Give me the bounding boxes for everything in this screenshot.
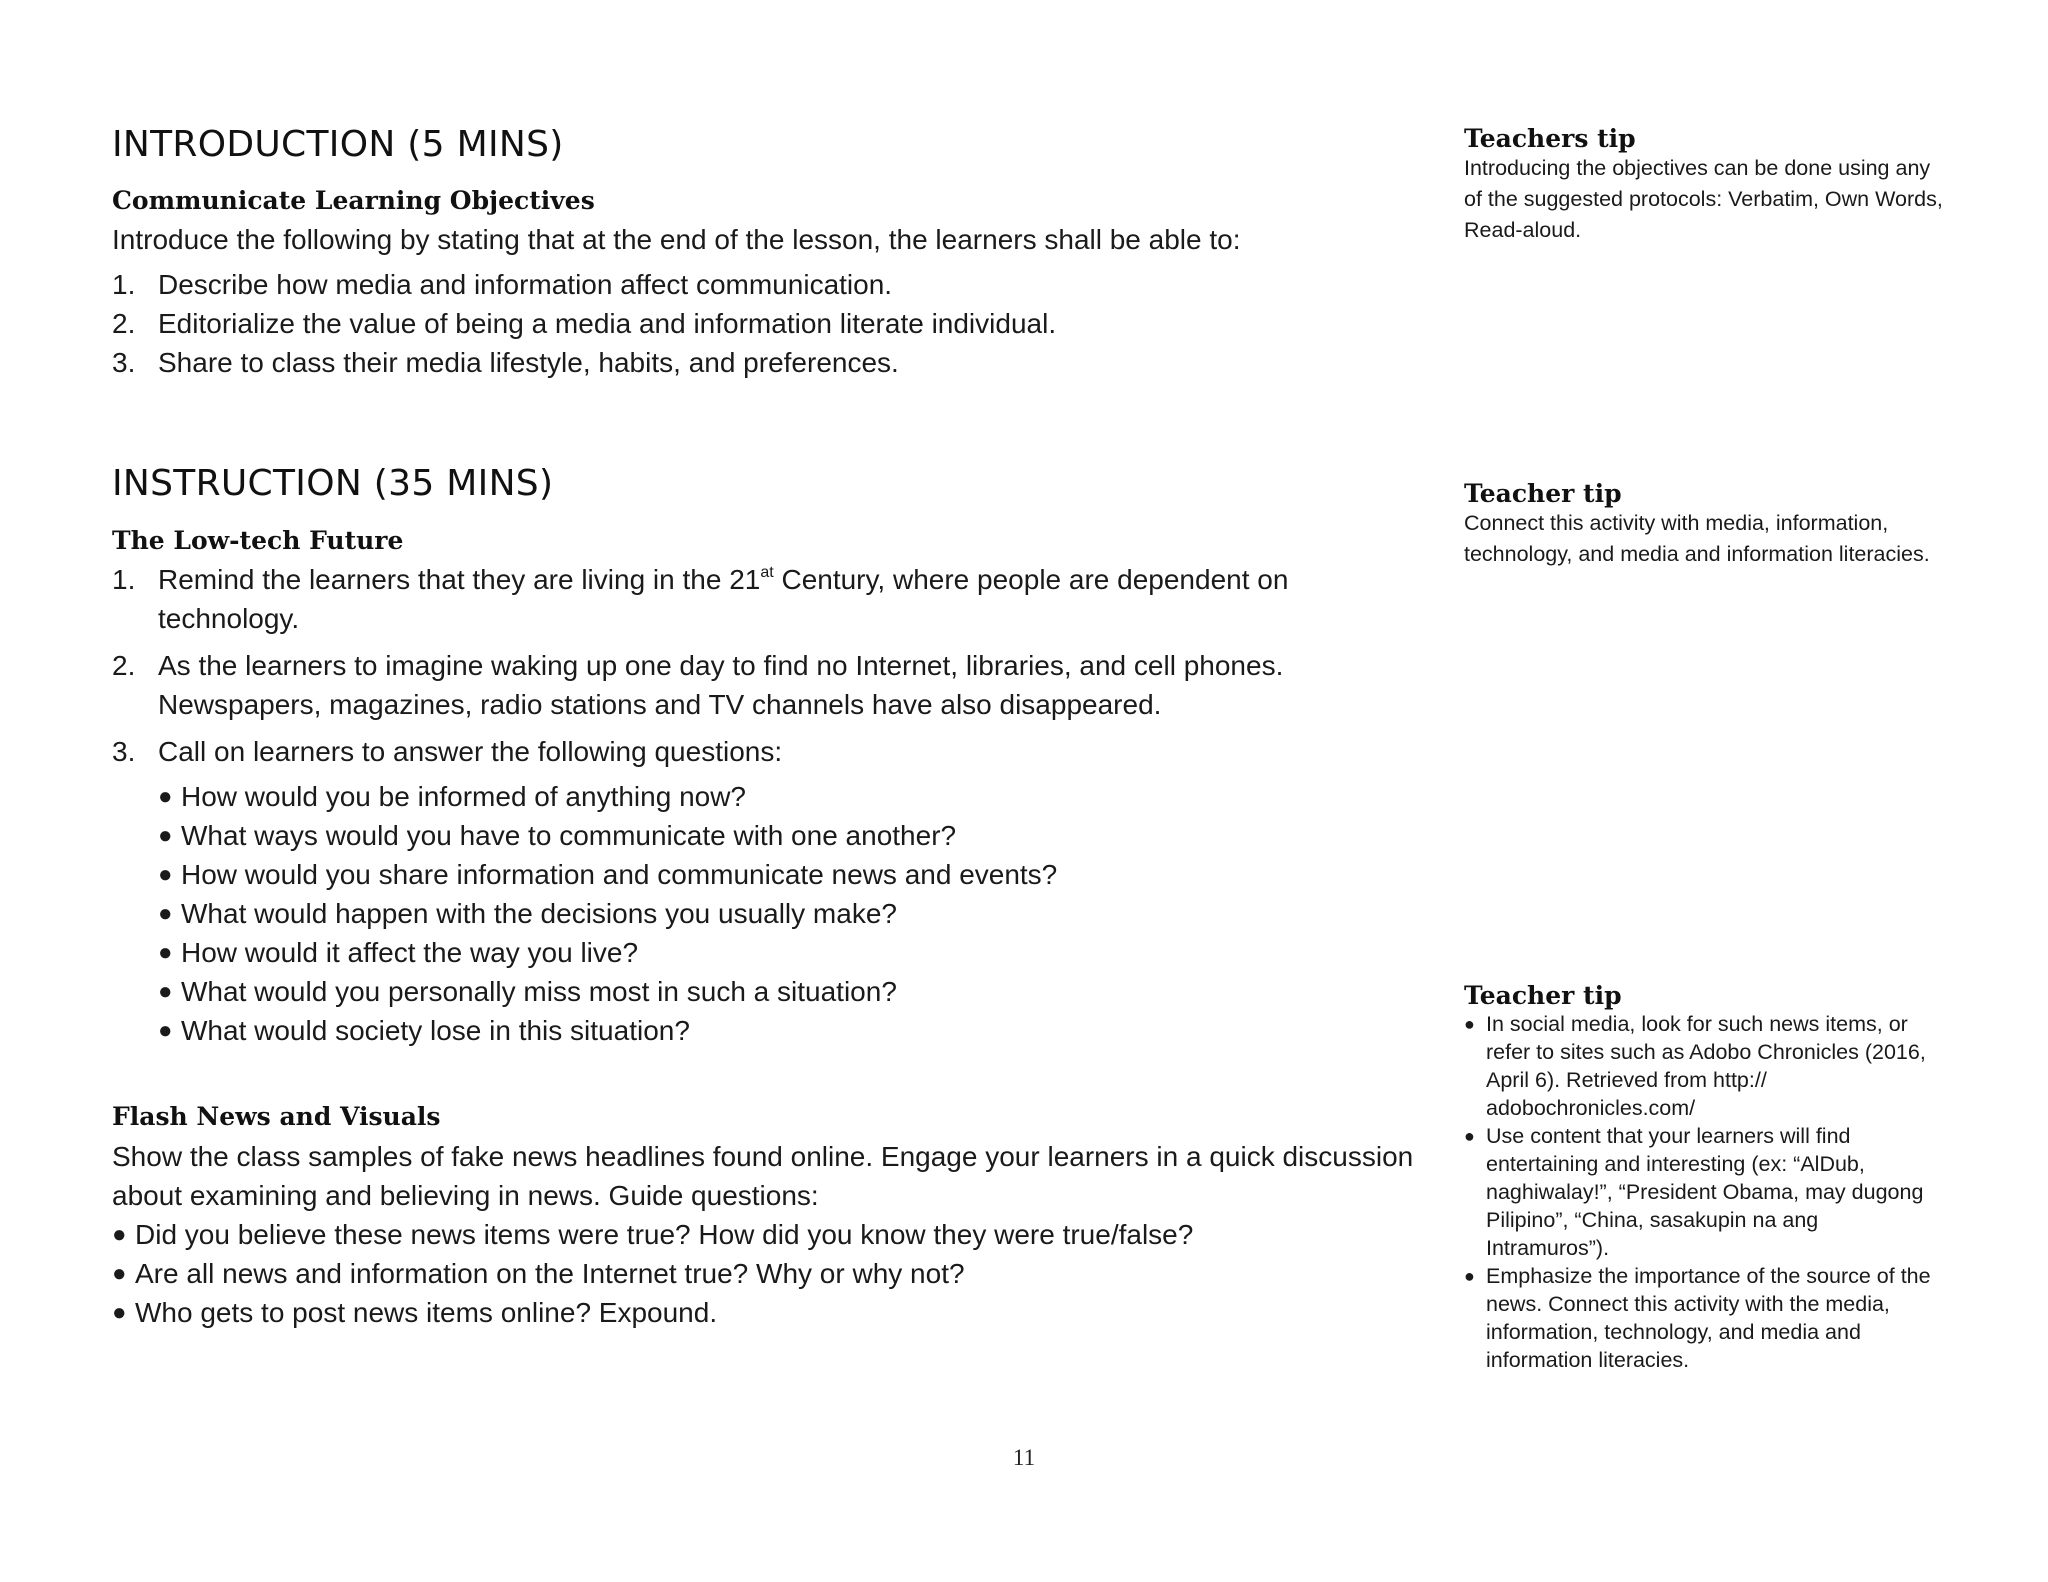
bullet-icon: ●: [158, 978, 173, 1005]
list-item: ● Are all news and information on the Internet true? Why or why not?: [112, 1254, 1432, 1293]
bullet-icon: ●: [112, 1299, 127, 1326]
objective-item: 1. Describe how media and information affect communication.: [112, 269, 893, 300]
bullet-icon: ●: [112, 1260, 127, 1287]
tip-title: Teachers tip: [1464, 124, 1636, 153]
introduction-title: INTRODUCTION (5 MINS): [112, 124, 564, 165]
page-number: 11: [1012, 1445, 1036, 1470]
bullet-icon: ●: [158, 900, 173, 927]
tip-title: Teacher tip: [1464, 479, 1622, 508]
objectives-list: [112, 265, 1412, 382]
bullet-icon: ●: [1464, 1266, 1475, 1286]
flash-news-subhead: Flash News and Visuals: [112, 1102, 441, 1131]
list-item: ● Who gets to post news items online? Expound.: [112, 1293, 1432, 1332]
tip-text: Introducing the objectives can be done using any of the suggested protocols: Verbatim, Own Words, Read-aloud.: [1464, 156, 1943, 242]
flash-news-questions-list: [112, 1215, 1432, 1332]
flash-news-lead-text: Show the class samples of fake news headlines found online. Engage your learners in a quick discussion about examining and believing in news. Guide questions:: [112, 1141, 1414, 1211]
learning-objectives-subhead: Communicate Learning Objectives: [112, 186, 595, 215]
bullet-icon: ●: [158, 939, 173, 966]
instruction-title: INSTRUCTION (35 MINS): [112, 463, 554, 504]
bullet-icon: ●: [1464, 1014, 1475, 1034]
objective-item: 2. Editorialize the value of being a media and information literate individual.: [112, 308, 1057, 339]
low-tech-questions-list: [158, 777, 1358, 1050]
low-tech-future-subhead: The Low-tech Future: [112, 526, 404, 555]
list-item: ● What would society lose in this situation?: [158, 1011, 1358, 1050]
list-item: ● In social media, look for such news items, or refer to sites such as Adobo Chronicles (2016, April 6). Retrieved from http:// adobochronicles.com/: [1464, 1012, 1926, 1120]
list-item: ● How would you be informed of anything now?: [158, 777, 1358, 816]
list-item: ● How would you share information and communicate news and events?: [158, 855, 1358, 894]
instruction-step: 2. As the learners to imagine waking up one day to find no Internet, libraries, and cell phones. Newspapers, magazines, radio stations and TV channels have also disappeared.: [112, 650, 1284, 720]
bullet-icon: ●: [158, 1017, 173, 1044]
objective-item: 3. Share to class their media lifestyle, habits, and preferences.: [112, 347, 899, 378]
list-item: ● Emphasize the importance of the source of the news. Connect this activity with the media, information, technology, and media and information literacies.: [1464, 1264, 1931, 1372]
teacher-tip-box: [1464, 981, 1944, 1374]
tip-title: Teacher tip: [1464, 981, 1622, 1010]
list-item: ● How would it affect the way you live?: [158, 933, 1358, 972]
tip-bullet-list: [1464, 1010, 1944, 1374]
list-item: ● What would happen with the decisions you usually make?: [158, 894, 1358, 933]
instruction-step: 3. Call on learners to answer the following questions:: [112, 736, 783, 767]
list-item: ● What would you personally miss most in such a situation?: [158, 972, 1358, 1011]
bullet-icon: ●: [158, 783, 173, 810]
tip-text: Connect this activity with media, information, technology, and media and information literacies.: [1464, 511, 1930, 566]
list-item: ● What ways would you have to communicate with one another?: [158, 816, 1358, 855]
teacher-tip-box: [1464, 124, 1944, 246]
instruction-step: 1. Remind the learners that they are living in the $21^{at}$ Century, where people are dependent on technology.: [112, 563, 1289, 634]
instruction-steps-list: [112, 560, 1352, 771]
bullet-icon: ●: [158, 822, 173, 849]
bullet-icon: ●: [112, 1221, 127, 1248]
teacher-tip-box: [1464, 479, 1944, 570]
bullet-icon: ●: [158, 861, 173, 888]
bullet-icon: ●: [1464, 1126, 1475, 1146]
intro-lead-text: Introduce the following by stating that at the end of the lesson, the learners shall be able to:: [112, 224, 1241, 255]
superscript-at: at: [760, 563, 774, 581]
list-item: ● Use content that your learners will find entertaining and interesting (ex: “AlDub, naghiwalay!”, “President Obama, may dugong Pilipino”, “China, sasakupin na ang Intramuros”).: [1464, 1124, 1924, 1260]
list-item: ● Did you believe these news items were true? How did you know they were true/false?: [112, 1215, 1432, 1254]
